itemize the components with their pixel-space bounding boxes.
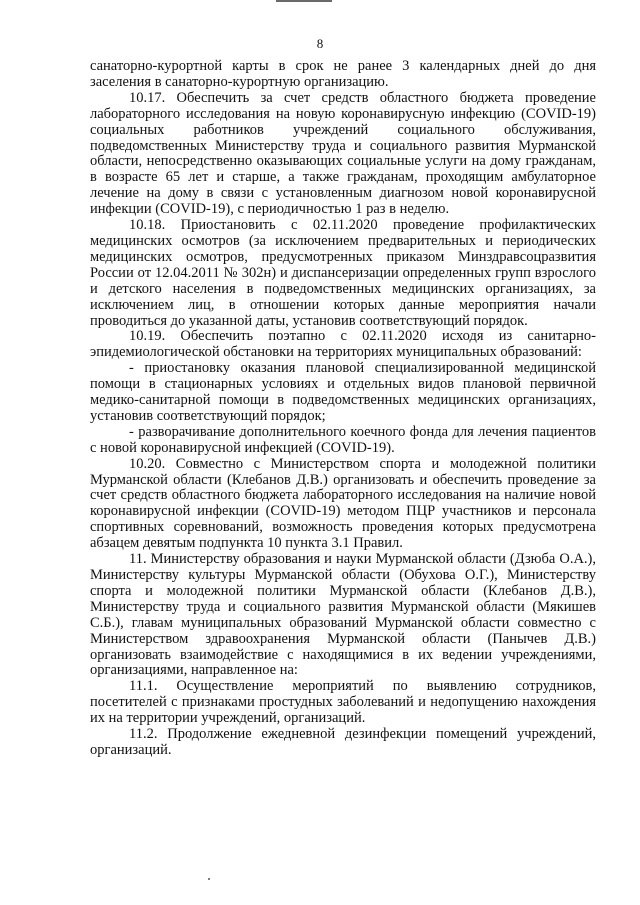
list-item-bed-capacity: - разворачивание дополнительного коечного фонда для лечения пациентов с новой коронавирусной инфекцией (COVID-19). (90, 423, 596, 456)
paragraph-continuation: санаторно-курортной карты в срок не ранее 3 календарных дней до дня заселения в санаторно-курортную организацию. (90, 58, 596, 90)
page-number: 8 (316, 36, 324, 51)
document-body (90, 59, 596, 759)
paragraph-10-18: 10.18. Приостановить с 02.11.2020 проведение профилактических медицинских осмотров (за исключением предварительных и периодических медицинских осмотров, предусмотренных приказом Минздравсоцразвития России от 12.04.2011 № 302н) и диспансеризации определенных групп взрослого и детского населения в подведомственных медицинских организациях, за исключением лиц, в отношении которых данные мероприятия начали проводиться до указанной даты, установив соответствующий порядок. (90, 217, 596, 329)
paragraph-10-19: 10.19. Обеспечить поэтапно с 02.11.2020 исходя из санитарно-эпидемиологической обстановки на территориях муниципальных образований: (90, 328, 596, 361)
paragraph-10-20: 10.20. Совместно с Министерством спорта и молодежной политики Мурманской области (Клебанов Д.В.) организовать и обеспечить проведение за счет средств областного бюджета лабораторного исследования на наличие новой коронавирусной инфекции (COVID-19) методом ПЦР участников и персонала спортивных соревнований, возможность проведения которых предусмотрена абзацем девятым подпункта 10 пункта 3.1 Правил. (90, 455, 596, 552)
paragraph-11-1: 11.1. Осуществление мероприятий по выявлению сотрудников, посетителей с признаками простудных заболеваний и недопущению нахождения их на территории учреждений, организаций. (90, 678, 596, 727)
paragraph-10-17: 10.17. Обеспечить за счет средств областного бюджета проведение лабораторного исследования на новую коронавирусную инфекцию (COVID-19) социальных работников учреждений социального обслуживания, подведомственных Министерству труда и социального развития Мурманской области, непосредственно оказывающих социальные услуги на дому гражданам, в возрасте 65 лет и старше, а также гражданам, проходящим амбулаторное лечение на дому в связи с установленным диагнозом новой коронавирусной инфекции (COVID-19), с периодичностью 1 раз в неделю. (90, 89, 596, 218)
scan-speck (208, 878, 210, 880)
paragraph-11: 11. Министерству образования и науки Мурманской области (Дзюба О.А.), Министерству культуры Мурманской области (Обухова О.Г.), Министерству спорта и молодежной политики Мурманской области (Клебанов Д.В.), Министерству труда и социального развития Мурманской области (Мякишев С.Б.), главам муниципальных образований Мурманской области совместно с Министерством здравоохранения Мурманской области (Панычев Д.В.) организовать взаимодействие с находящимися в их ведении учреждениями, организациями, направленное на: (90, 551, 596, 679)
top-edge-rule (276, 0, 332, 2)
paragraph-11-2: 11.2. Продолжение ежедневной дезинфекции помещений учреждений, организаций. (90, 726, 596, 758)
list-item-suspension: - приостановку оказания плановой специализированной медицинской помощи в стационарных условиях и отдельных видов плановой первичной медико-санитарной помощи в подведомственных медицинских организациях, установив соответствующий порядок; (90, 360, 596, 424)
